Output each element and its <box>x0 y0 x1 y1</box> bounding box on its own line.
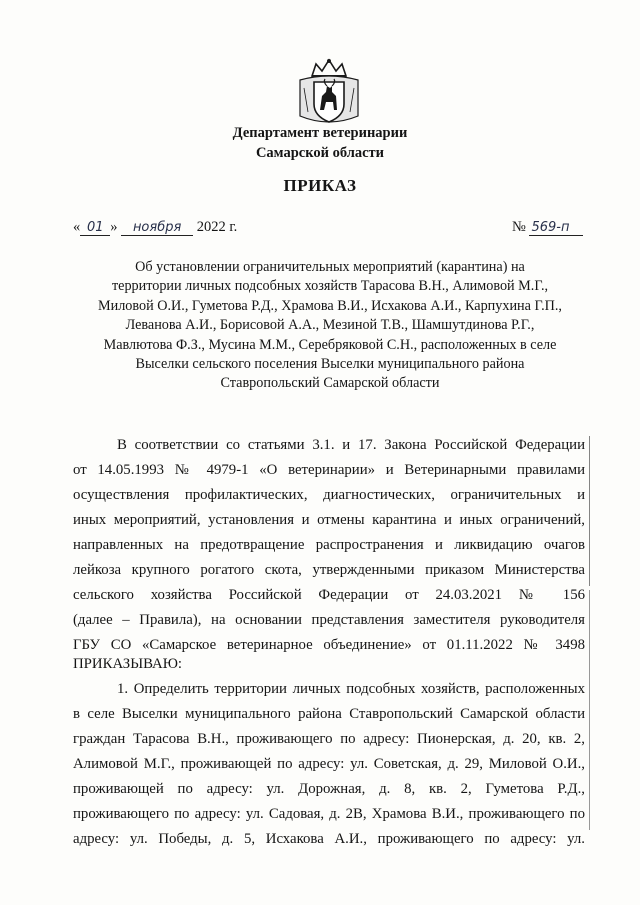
body-line: сельского хозяйства Российской Федерации от 24.03.2021 № 156 <box>73 587 585 603</box>
scan-edge-mark <box>589 436 590 586</box>
order-subject <box>70 258 590 394</box>
date-day-handwritten: 01 <box>80 220 110 236</box>
body-line: В соответствии со статьями 3.1. и 17. Закона Российской Федерации <box>117 437 585 453</box>
body-line: адресу: ул. Победы, д. 5, Исхакова А.И., проживающего по адресу: ул. <box>73 831 585 847</box>
number-handwritten: 569-п <box>529 220 583 236</box>
subject-line: территории личных подсобных хозяйств Тарасова В.Н., Алимовой М.Г., <box>111 278 549 295</box>
department-name-line-2: Самарской области <box>255 145 385 161</box>
body-line: проживающего по адресу: ул. Садовая, д. 2В, Храмова В.И., проживающего по <box>73 806 585 822</box>
body-line: Алимовой М.Г., проживающей по адресу: ул. Советская, д. 29, Миловой О.И., <box>73 756 585 772</box>
date-quote-close: » <box>110 219 118 235</box>
body-line: ГБУ СО «Самарское ветеринарное объединение» от 01.11.2022 № 3498 <box>73 637 585 653</box>
body-line: (далее – Правила), на основании представления заместителя руководителя <box>73 612 585 628</box>
order-number <box>512 219 583 236</box>
date-quote-open: « <box>73 219 81 235</box>
body-line: проживающей по адресу: ул. Дорожная, д. 8, кв. 2, Гуметова Р.Д., <box>73 781 585 797</box>
date-month-handwritten: ноября <box>121 220 193 236</box>
subject-line: Леванова А.И., Борисовой А.А., Мезиной Т.В., Шамшутдинова Р.Г., <box>125 317 535 334</box>
body-line: граждан Тарасова В.Н., проживающего по адресу: Пионерская, д. 20, кв. 2, <box>73 731 585 747</box>
body-line: в селе Выселки муниципального района Ставропольский Самарской области <box>73 706 585 722</box>
body-line: 1. Определить территории личных подсобных хозяйств, расположенных <box>117 681 585 697</box>
body-line: направленных на предотвращение распространения и ликвидацию очагов <box>73 537 585 553</box>
date-year: 2022 г. <box>196 219 238 235</box>
department-name-line-1: Департамент ветеринарии <box>232 125 408 141</box>
subject-line: Миловой О.И., Гуметова Р.Д., Храмова В.И., Исхакова А.И., Карпухина Г.П., <box>98 297 562 314</box>
order-date <box>73 219 237 236</box>
body-line: иных мероприятий, установления и отмены карантина и иных ограничений, <box>73 512 585 528</box>
subject-line: Ставропольский Самарской области <box>220 375 440 392</box>
subject-line: Об установлении ограничительных мероприятий (карантина) на <box>135 259 525 275</box>
subject-line: Мавлютова Ф.З., Мусина М.М., Серебряковой С.Н., расположенных в селе <box>103 336 557 353</box>
body-line: осуществления профилактических, диагностических, ограничительных и <box>73 487 585 503</box>
body-line: от 14.05.1993 № 4979-1 «О ветеринарии» и Ветеринарными правилами <box>73 462 585 478</box>
number-prefix: № <box>512 219 526 235</box>
samara-coat-of-arms-icon <box>296 58 362 128</box>
body-line: лейкоза крупного рогатого скота, утвержденными приказом Министерства <box>73 562 585 578</box>
subject-line: Выселки сельского поселения Выселки муниципального района <box>135 356 525 373</box>
body-line-command: ПРИКАЗЫВАЮ: <box>73 656 183 672</box>
document-type-title: ПРИКАЗ <box>283 176 357 195</box>
scan-edge-mark <box>589 590 590 830</box>
